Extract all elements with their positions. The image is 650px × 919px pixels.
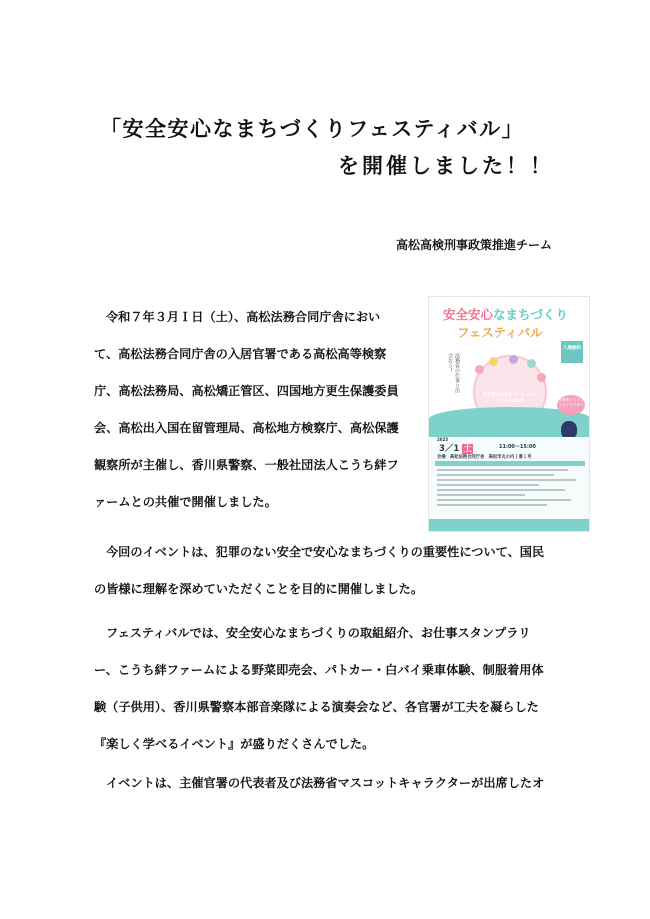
text-line: 験（子供用）、香川県警察本部音楽隊による演奏会など、各官署が工夫を凝らした: [94, 700, 539, 714]
poster-divider: [435, 461, 585, 466]
flower-icon: [489, 357, 498, 366]
speech-bubble: 法務省マスコットキャラクター: [557, 395, 585, 415]
text-line: イベントは、主催官署の代表者及び法務省マスコットキャラクターが出席したオ: [106, 776, 545, 790]
text-line: 令和７年３月Ｉ日（土）、高松法務合同庁舎におい: [106, 310, 381, 324]
text-line: ー、こうち絆ファームによる野菜即売会、パトカー・白バイ乗車体験、制服着用体: [94, 663, 544, 677]
poster-vertical-text: 法務省の仕事と出会おう！: [447, 353, 460, 393]
poster-fine-print: [437, 469, 583, 509]
poster-time: 11:00〜15:00: [499, 444, 536, 450]
flower-icon: [509, 355, 518, 364]
text-line: の皆様に理解を深めていただくことを目的に開催しました。: [94, 582, 424, 596]
poster-inner-title: 安全安心なまちづくりフェスティバル2025: [482, 393, 538, 404]
poster-venue: 会場：高松法務合同庁舎 高松市丸の内１番１号: [437, 455, 532, 460]
text-line: 今回のイベントは、犯罪のない安全で安心なまちづくりの重要性について、国民: [106, 545, 545, 559]
text-line: 『楽しく学べるイベント』が盛りだくさんでした。: [94, 737, 375, 751]
text-line: 会、高松出入国在留管理局、高松地方検察庁、高松保護: [94, 421, 399, 435]
flower-icon: [537, 373, 546, 382]
poster-year: 2025: [437, 437, 449, 442]
author: 高松高検刑事政策推進チーム: [396, 238, 553, 252]
text-line: ァームとの共催で開催しました。: [94, 495, 277, 509]
poster-footer: [429, 519, 590, 532]
poster-date: 3／1 土: [439, 444, 472, 454]
flower-icon: [527, 359, 536, 368]
free-entry-badge: 入場無料: [561, 341, 583, 363]
flower-icon: [475, 365, 484, 374]
text-line: フェスティバルでは、安全安心なまちづくりの取組紹介、お仕事スタンプラリ: [106, 626, 531, 640]
text-line: て、高松法務合同庁舎の入居官署である高松高等検察: [94, 347, 387, 361]
poster-title-1: 安全安心なまちづくり: [443, 307, 568, 322]
title-line-2: を開催しました！！: [338, 154, 554, 178]
text-line: 庁、高松法務局、高松矯正管区、四国地方更生保護委員: [94, 384, 399, 398]
festival-poster: [428, 296, 590, 532]
text-line: 観察所が主催し、香川県警察、一般社団法人こうち絆フ: [94, 458, 399, 472]
poster-title-2: フェスティバル: [457, 325, 543, 340]
title-line-1: 「安全安心なまちづくりフェスティバル」: [100, 117, 525, 141]
